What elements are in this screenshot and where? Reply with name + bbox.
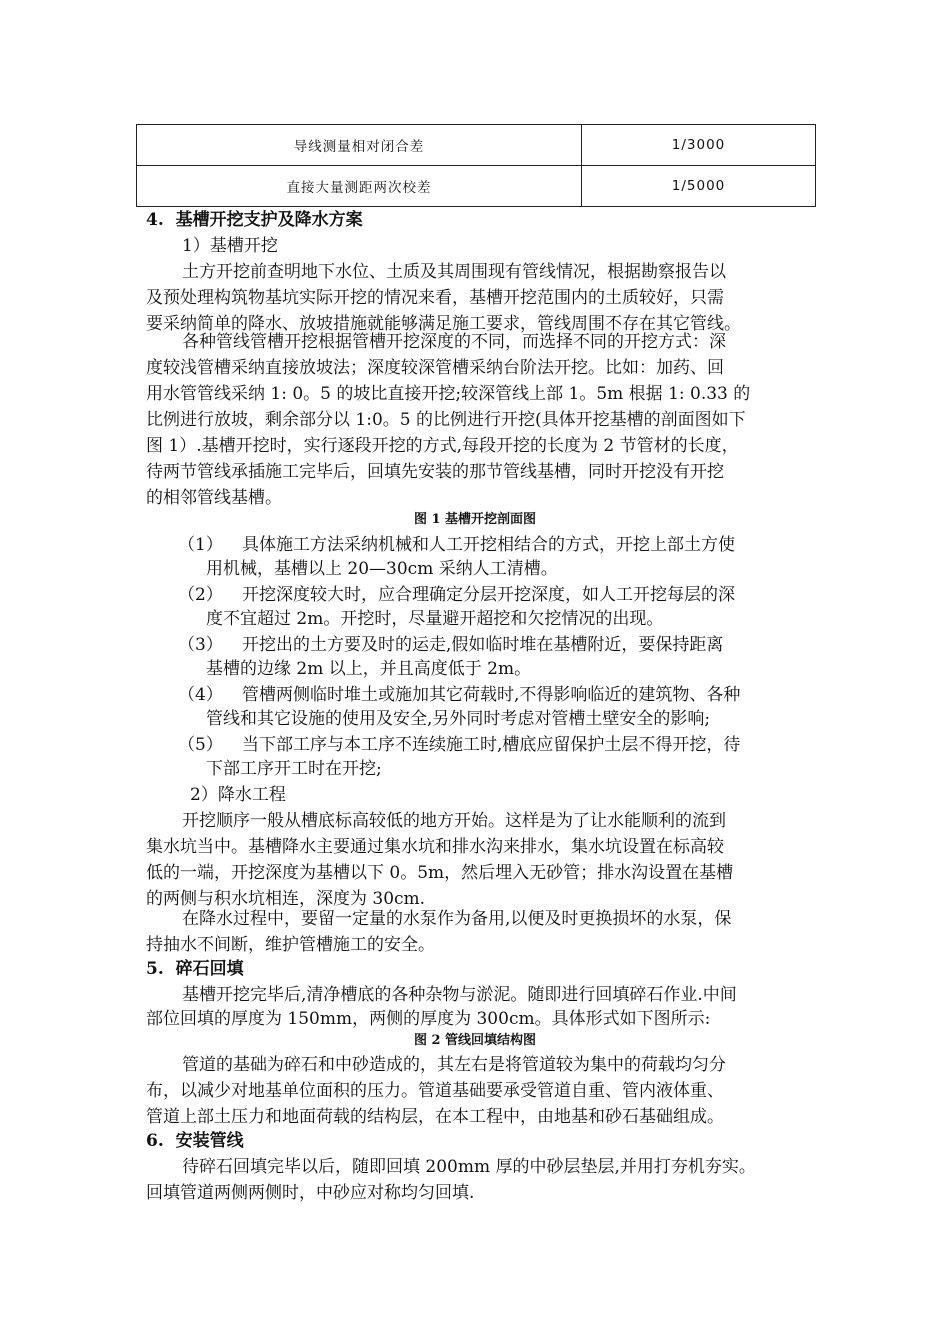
list-continuation: 下部工序开工时在开挖; (206, 759, 382, 779)
list-continuation: 用机械，基槽以上 20—30cm 采纳人工清槽。 (206, 559, 558, 579)
section-heading: 6. 安装管线 (146, 1131, 244, 1151)
paragraph-line: 的相邻管线基槽。 (146, 488, 282, 508)
paragraph-line: 部位回填的厚度为 150mm，两侧的厚度为 300cm。具体形式如下图所示: (146, 1009, 711, 1029)
paragraph-line: 用水管管线采纳 1: 0。5 的坡比直接开挖;较深管线上部 1。5m 根据 1: 0.33 的 (146, 384, 751, 404)
section-heading: 5. 碎石回填 (146, 959, 244, 979)
paragraph-line: 图 1）.基槽开挖时，实行逐段开挖的方式,每段开挖的长度为 2 节管材的长度， (146, 436, 739, 456)
list-item (178, 732, 740, 758)
paragraph-line: 布，以减少对地基单位面积的压力。管道基础要承受管道自重、管内液体重、 (146, 1081, 724, 1101)
paragraph-line: 待碎石回填完毕以后，随即回填 200mm 厚的中砂层垫层,并用打夯机夯实。 (182, 1157, 756, 1177)
paragraph-line: 开挖顺序一般从槽底标高较低的地方开始。这样是为了让水能顺利的流到 (182, 811, 726, 831)
subsection-heading: 1）基槽开挖 (182, 236, 278, 256)
list-item (178, 682, 740, 708)
paragraph-line: 管道上部土压力和地面荷载的结构层，在本工程中，由地基和砂石基础组成。 (146, 1107, 724, 1127)
table-cell: 1/5000 (582, 166, 816, 207)
list-item (178, 532, 735, 558)
list-number: （1） (178, 535, 223, 555)
list-number: （2） (178, 585, 223, 605)
paragraph-line: 土方开挖前查明地下水位、土质及其周围现有管线情况，根据勘察报告以 (182, 262, 726, 282)
list-text: 开挖出的土方要及时的运走,假如临时堆在基槽附近，要保持距离 (242, 635, 724, 655)
table-row (137, 125, 816, 166)
paragraph-line: 基槽开挖完毕后,清净槽底的各种杂物与淤泥。随即进行回填碎石作业.中间 (182, 985, 737, 1005)
list-number: （4） (178, 685, 223, 705)
paragraph-line: 持抽水不间断，维护管槽施工的安全。 (146, 935, 435, 955)
paragraph-line: 集水坑当中。基槽降水主要通过集水坑和排水沟来排水，集水坑设置在标高较 (146, 837, 724, 857)
list-item (178, 582, 735, 608)
list-continuation: 基槽的边缘 2m 以上，并且高度低于 2m。 (206, 659, 532, 679)
paragraph-line: 在降水过程中，要留一定量的水泵作为备用,以便及时更换损坏的水泵，保 (182, 909, 732, 929)
paragraph-line: 度较浅管槽采纳直接放坡法；深度较深管槽采纳台阶法开挖。比如：加药、回 (146, 358, 724, 378)
paragraph-line: 的两侧与积水坑相连，深度为 30cm. (146, 889, 426, 909)
paragraph-line: 比例进行放坡，剩余部分以 1:0。5 的比例进行开挖(具体开挖基槽的剖面图如下 (146, 410, 746, 430)
paragraph-line: 及预处理构筑物基坑实际开挖的情况来看，基槽开挖范围内的土质较好，只需 (146, 288, 724, 308)
paragraph-line: 回填管道两侧两侧时，中砂应对称均匀回填. (146, 1183, 475, 1203)
figure-caption: 图 1 基槽开挖剖面图 (413, 512, 537, 527)
tolerance-table (136, 124, 816, 207)
paragraph-line: 要采纳简单的降水、放坡措施就能够满足施工要求，管线周围不存在其它管线。 (146, 314, 741, 334)
figure-caption: 图 2 管线回填结构图 (413, 1033, 537, 1048)
list-text: 具体施工方法采纳机械和人工开挖相结合的方式，开挖上部土方使 (242, 535, 735, 555)
section-heading: 4. 基槽开挖支护及降水方案 (146, 210, 363, 230)
table-cell: 直接大量测距两次校差 (137, 166, 582, 207)
list-text: 开挖深度较大时，应合理确定分层开挖深度，如人工开挖每层的深 (242, 585, 735, 605)
list-continuation: 度不宜超过 2m。开挖时，尽量避开超挖和欠挖情况的出现。 (206, 609, 664, 629)
table-cell: 导线测量相对闭合差 (137, 125, 582, 166)
list-number: （5） (178, 735, 223, 755)
subsection-heading: 2）降水工程 (190, 785, 286, 805)
paragraph-line: 各种管线管槽开挖根据管槽开挖深度的不同，而选择不同的开挖方式：深 (182, 332, 726, 352)
list-number: （3） (178, 635, 223, 655)
table-row (137, 166, 816, 207)
table-cell: 1/3000 (582, 125, 816, 166)
list-item (178, 632, 723, 658)
list-text: 当下部工序与本工序不连续施工时,槽底应留保护土层不得开挖，待 (242, 735, 741, 755)
list-continuation: 管线和其它设施的使用及安全,另外同时考虑对管槽土壁安全的影响; (206, 709, 711, 729)
paragraph-line: 待两节管线承插施工完毕后，回填先安装的那节管线基槽，同时开挖没有开挖 (146, 462, 724, 482)
paragraph-line: 管道的基础为碎石和中砂造成的，其左右是将管道较为集中的荷载均匀分 (182, 1055, 726, 1075)
paragraph-line: 低的一端，开挖深度为基槽以下 0。5m，然后埋入无砂管；排水沟设置在基槽 (146, 863, 734, 883)
list-text: 管槽两侧临时堆土或施加其它荷载时,不得影响临近的建筑物、各种 (242, 685, 741, 705)
